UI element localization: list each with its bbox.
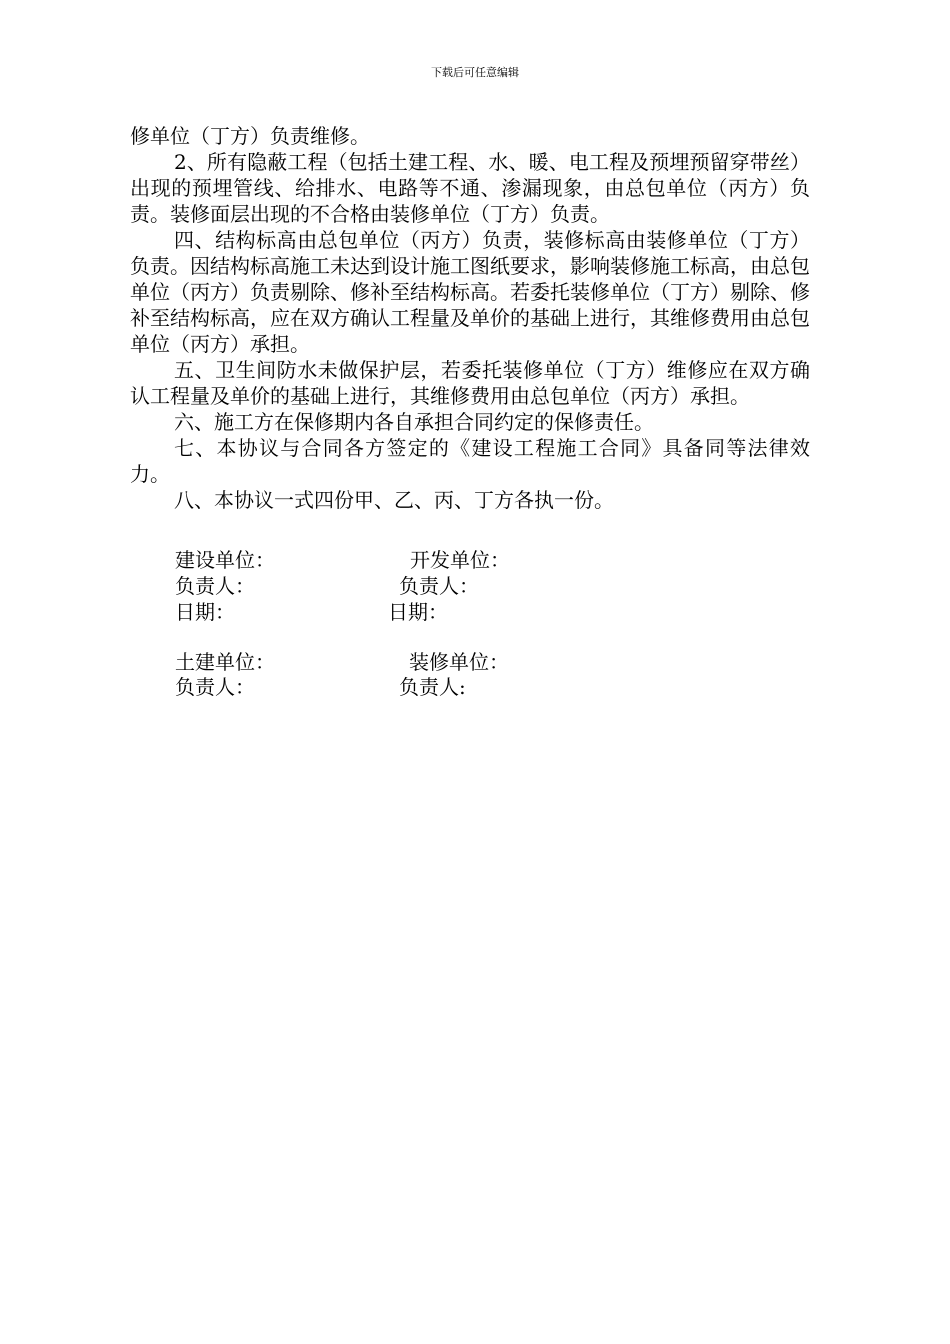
construction-unit-label: 建设单位： (175, 548, 275, 572)
signature-row-contractors (175, 649, 675, 675)
signature-row-responsible (175, 573, 675, 599)
civil-unit-label: 土建单位： (175, 650, 275, 674)
developer-unit-label: 开发单位： (410, 548, 510, 572)
date-label: 日期： (175, 600, 235, 624)
paragraph-clause-8: 八、本协议一式四份甲、乙、丙、丁方各执一份。 (174, 488, 614, 512)
signature-row-units (175, 547, 675, 573)
paragraph-clause-6: 六、施工方在保修期内各自承担合同约定的保修责任。 (174, 410, 654, 434)
responsible-person-label: 负责人： (175, 574, 255, 598)
document-body (130, 123, 810, 513)
paragraph-clause-5: 五、卫生间防水未做保护层，若委托装修单位（丁方）维修应在双方确认工程量及单价的基础上进行，其维修费用由总包单位（丙方）承担。 (130, 358, 810, 408)
decoration-unit-label: 装修单位： (409, 650, 509, 674)
paragraph-clause-7: 七、本协议与合同各方签定的《建设工程施工合同》具备同等法律效力。 (130, 436, 810, 486)
paragraph-continuation: 修单位（丁方）负责维修。 (130, 124, 370, 148)
paragraph-clause-4: 四、结构标高由总包单位（丙方）负责，装修标高由装修单位（丁方）负责。因结构标高施工未达到设计施工图纸要求，影响装修施工标高，由总包单位（丙方）负责剔除、修补至结构标高。若委托装修单位（丁方）剔除、修补至结构标高，应在双方确认工程量及单价的基础上进行，其维修费用由总包单位（丙方）承担。 (130, 228, 810, 356)
responsible-person-label: 负责人： (175, 675, 255, 699)
signature-row-responsible-2 (175, 674, 675, 700)
responsible-person-label: 负责人： (399, 574, 479, 598)
signature-row-date (175, 599, 675, 625)
paragraph-hidden-works: 2、所有隐蔽工程（包括土建工程、水、暖、电工程及预埋预留穿带丝）出现的预埋管线、给排水、电路等不通、渗漏现象，由总包单位（丙方）负责。装修面层出现的不合格由装修单位（丁方）负责。 (130, 150, 810, 226)
responsible-person-label: 负责人: (399, 675, 466, 699)
page-header: 下载后可任意编辑 (431, 66, 519, 79)
date-label: 日期： (388, 600, 448, 624)
